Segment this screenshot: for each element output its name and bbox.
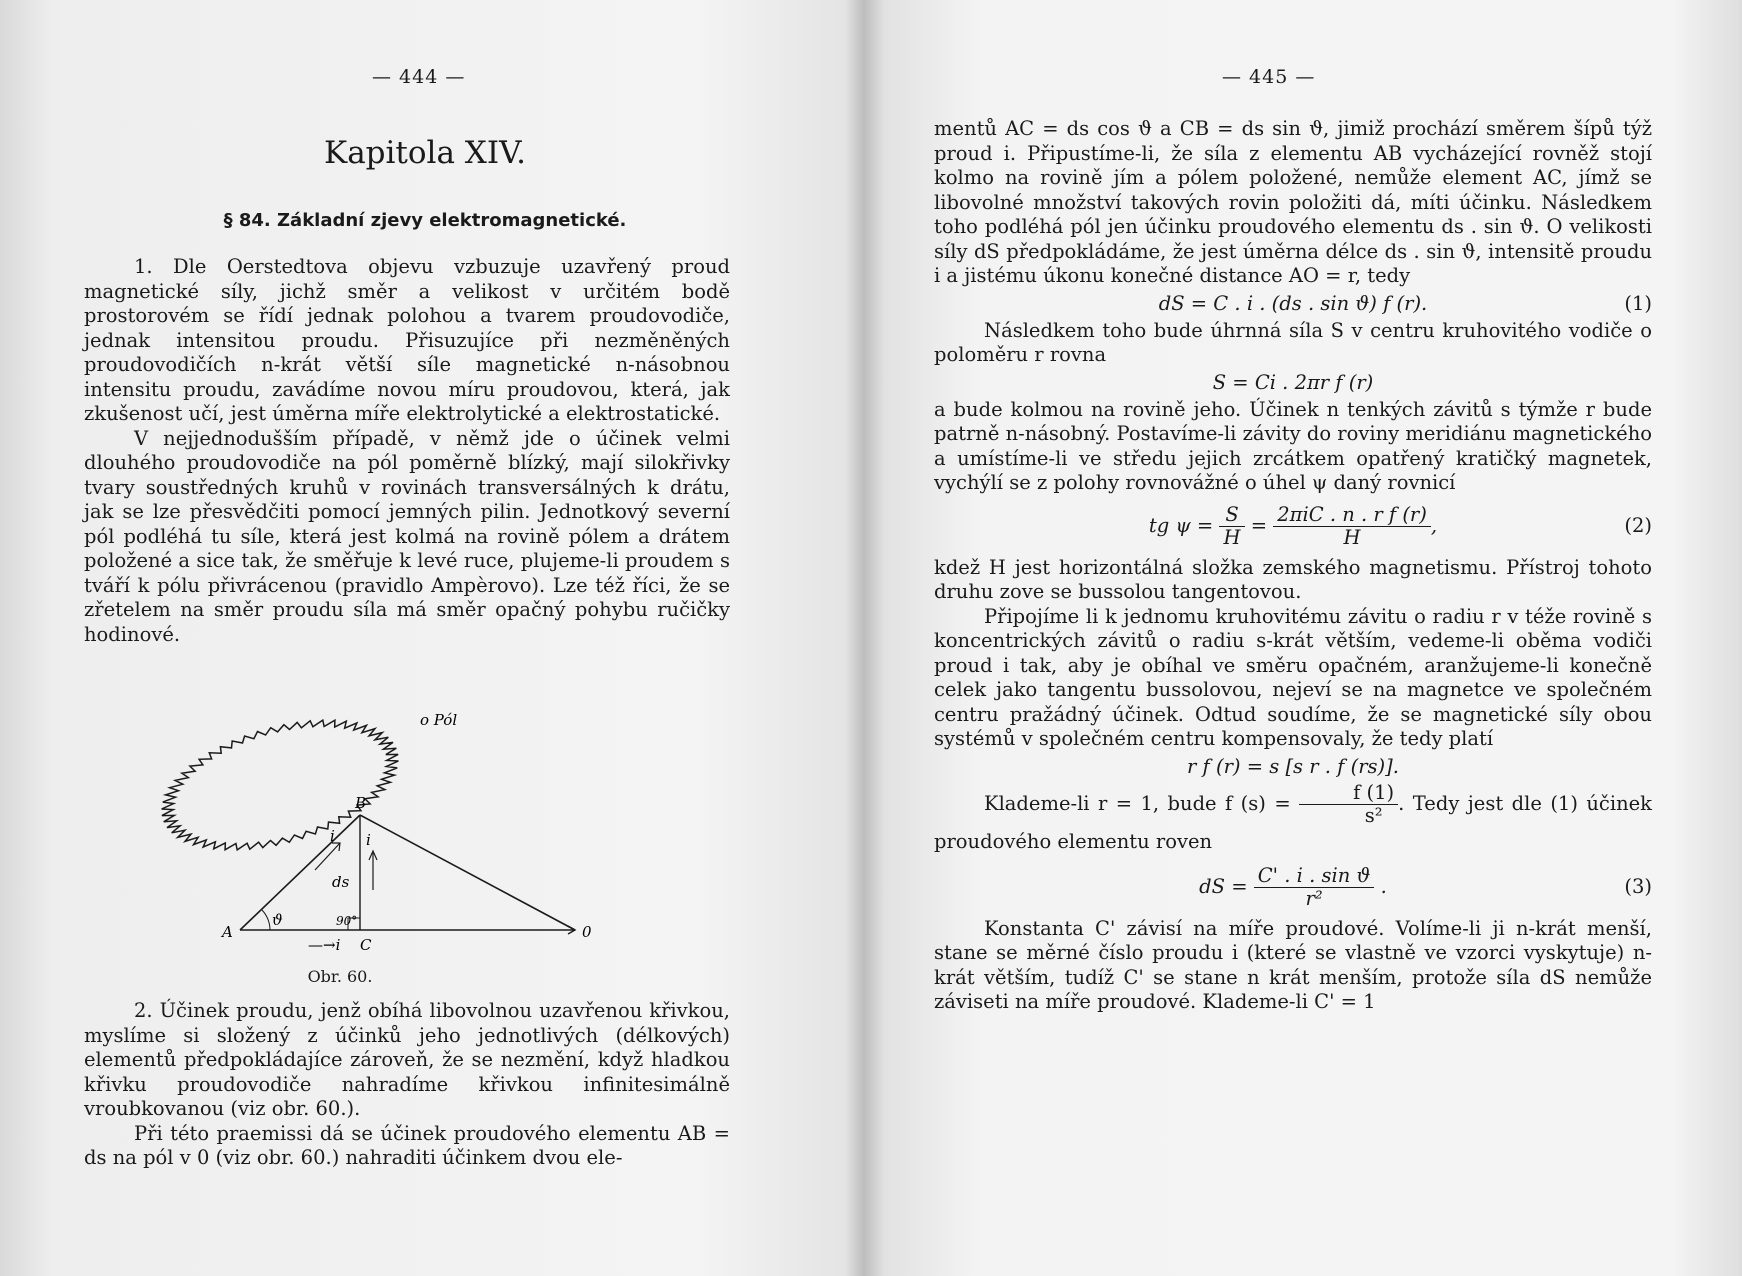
equation-3 — [934, 752, 1652, 782]
label-theta: ϑ — [272, 911, 283, 929]
left-page — [0, 0, 850, 1276]
paragraph: a bude kolmou na rovině jeho. Účinek n tenkých závitů s týmže r bude patrně n-násobný. Postavíme-li závity do roviny meridiánu magnetického a umístíme-li ve středu jejich zrcátkem opatřený kratičký magnetek, vychýlí se z polohy rovnovážné o úhel ψ daný rovnicí — [934, 397, 1652, 494]
numerator: S — [1219, 504, 1244, 527]
equation-number: (2) — [1624, 513, 1652, 537]
paragraph: 1. Dle Oerstedtova objevu vzbuzuje uzavřený proud magnetické síly, jichž směr a velikost v určitém bodě prostorovém se řídí jednak polohou a tvarem proudovodiče, jednak intensitou proudu. Přisuzujíce při nezměněných proudovodičích n-krát větší síle magnetické n-násobnou intensitu proudu, zavádíme novou míru proudovou, která, jak zkušenost učí, jest úměrna míře elektrolytické a elektrostatické. — [84, 255, 730, 425]
paragraph-part: Klademe-li r = 1, bude f (s) = — [984, 791, 1291, 815]
label-i-vert: i — [366, 831, 371, 849]
fraction — [1219, 504, 1244, 549]
page-number: — 445 — — [1222, 66, 1316, 88]
paragraph: Při této praemissi dá se účinek proudového elementu AB = ds na pól v 0 (viz obr. 60.) nahraditi účinkem dvou ele- — [84, 1121, 730, 1169]
equation-body: S = Ci . 2πr f (r) — [1212, 370, 1374, 394]
label-angle: 90° — [336, 914, 358, 928]
label-c: C — [360, 936, 372, 954]
equation-lhs: tg ψ = — [1148, 513, 1214, 537]
equation-number: (3) — [1624, 874, 1652, 898]
numerator: 2πiC . n . r f (r) — [1273, 504, 1431, 527]
equation-4: dS = $\frac{\text{C' . i . sin ϑ}}{\text{r²}}$ . (3) — [934, 857, 1652, 917]
label-a: A — [222, 923, 233, 941]
left-text-bottom — [84, 999, 730, 1171]
chapter-title: Kapitola XIV. — [324, 135, 526, 171]
equation-body: r f (r) = s [s r . f (rs)]. — [1187, 754, 1399, 778]
right-page — [850, 0, 1742, 1276]
denominator: H — [1343, 525, 1361, 549]
label-pol: o Pól — [420, 711, 458, 729]
figure-caption: Obr. 60. — [307, 967, 373, 986]
numerator: C' . i . sin ϑ — [1254, 865, 1375, 888]
page-number: — 444 — — [372, 66, 466, 88]
paragraph: Konstanta C' závisí na míře proudové. Volíme-li ji n-krát menší, stane se měrné číslo proudu i (které se vlastně ve vzorci vyskytuje) n-krát větším, tudíž C' se stane n krát menším, protože síla dS nemůže záviseti na míře proudové. Klademe-li C' = 1 — [934, 916, 1652, 1013]
paragraph — [934, 782, 1652, 857]
angle-theta-arc — [262, 910, 270, 930]
equation-1 — [934, 289, 1652, 319]
equation-body: dS = C . i . (ds . sin ϑ) f (r). — [1158, 291, 1428, 315]
label-i-base: —→i — [308, 936, 341, 954]
section-title: § 84. Základní zjevy elektromagnetické. — [223, 210, 627, 231]
label-o: 0 — [582, 923, 592, 941]
paragraph-part: . Tedy jest dle (1) účinek proudového elementu roven — [934, 791, 1653, 853]
label-ds: ds — [332, 873, 350, 891]
line-bo — [360, 815, 575, 930]
denominator: H — [1223, 525, 1241, 549]
denominator: s² — [1364, 803, 1383, 827]
paragraph: mentů AC = ds cos ϑ a CB = ds sin ϑ, jimiž prochází směrem šípů týž proud i. Připustíme-li, že síla z elementu AB vycházející rovněž stojí kolmo na rovině jím a pólem položené, nemůže element AC, jímž se libovolné množství takových rovin položiti dá, míti účinku. Následkem toho podléhá pól jen účinku proudového elementu ds . sin ϑ. O velikosti síly dS předpokládáme, že jest úměrna délce ds . sin ϑ, intensitě proudu i a jistému úkonu konečné distance AO = r, tedy — [934, 117, 1652, 287]
figure-60 — [150, 705, 670, 995]
equation-number: (1) — [1624, 291, 1652, 315]
paragraph: V nejjednodušším případě, v němž jde o účinek velmi dlouhého proudovodiče na pól poměrně blízký, mají silokřivky tvary soustředných kruhů v rovinách transversálných k drátu, jak se lze přesvědčiti pomocí jemných pilin. Jednotkový severní pól podléhá tu síle, která jest kolmá na rovině pólem a drátem položené a sice tak, že směřuje k levé ruce, plujeme-li proudem s tváří k pólu přivrácenou (pravidlo Ampèrovo). Lze též říci, že se zřetelem na směr proudu síla má směr opačný pohybu ručičky hodinové. — [84, 426, 730, 646]
label-b: B — [355, 794, 367, 812]
zigzag-loop — [162, 720, 399, 850]
left-text-top — [84, 255, 730, 647]
paragraph: Následkem toho bude úhrnná síla S v centru kruhovitého vodiče o poloměru r rovna — [934, 318, 1652, 366]
paragraph: Připojíme li k jednomu kruhovitému závitu o radiu r v téže rovině s koncentrických závitů o radiu s-krát větším, vedeme-li oběma vodiči proud i tak, aby je obíhal ve směru opačném, aranžujeme-li konečně celek jako tangentu bussolovou, nejeví se na magnetce ve společném centru pražádný účinek. Odtud soudíme, že se magnetické síly obou systémů v společném centru kompensovaly, že tedy platí — [934, 604, 1652, 750]
denominator: r² — [1305, 886, 1323, 910]
paragraph: 2. Účinek proudu, jenž obíhá libovolnou uzavřenou křivkou, myslíme si složený z účinků jeho jednotlivých (délkových) elementů předpokládajíce zároveň, že se nezmění, když hladkou křivku proudovodiče nahradíme křivkou infinitesimálně vroubkovanou (viz obr. 60.). — [84, 999, 730, 1120]
fraction — [1273, 504, 1431, 549]
equation-lhs: dS = — [1199, 874, 1248, 898]
equation-2: tg ψ = $\frac{S}{H}$ = $\frac{\text{2πiC . n . r f (r)}}{H}$ , (2) — [934, 496, 1652, 556]
equation-s — [934, 368, 1652, 398]
figure-diagram — [150, 705, 670, 965]
fraction — [1254, 865, 1375, 910]
label-i-diag: i — [330, 827, 335, 845]
fraction — [1299, 782, 1398, 827]
right-text — [934, 117, 1652, 1015]
numerator: f (1) — [1299, 782, 1398, 805]
paragraph: kdež H jest horizontálná složka zemského magnetismu. Přístroj tohoto druhu zove se bussolou tangentovou. — [934, 555, 1652, 603]
